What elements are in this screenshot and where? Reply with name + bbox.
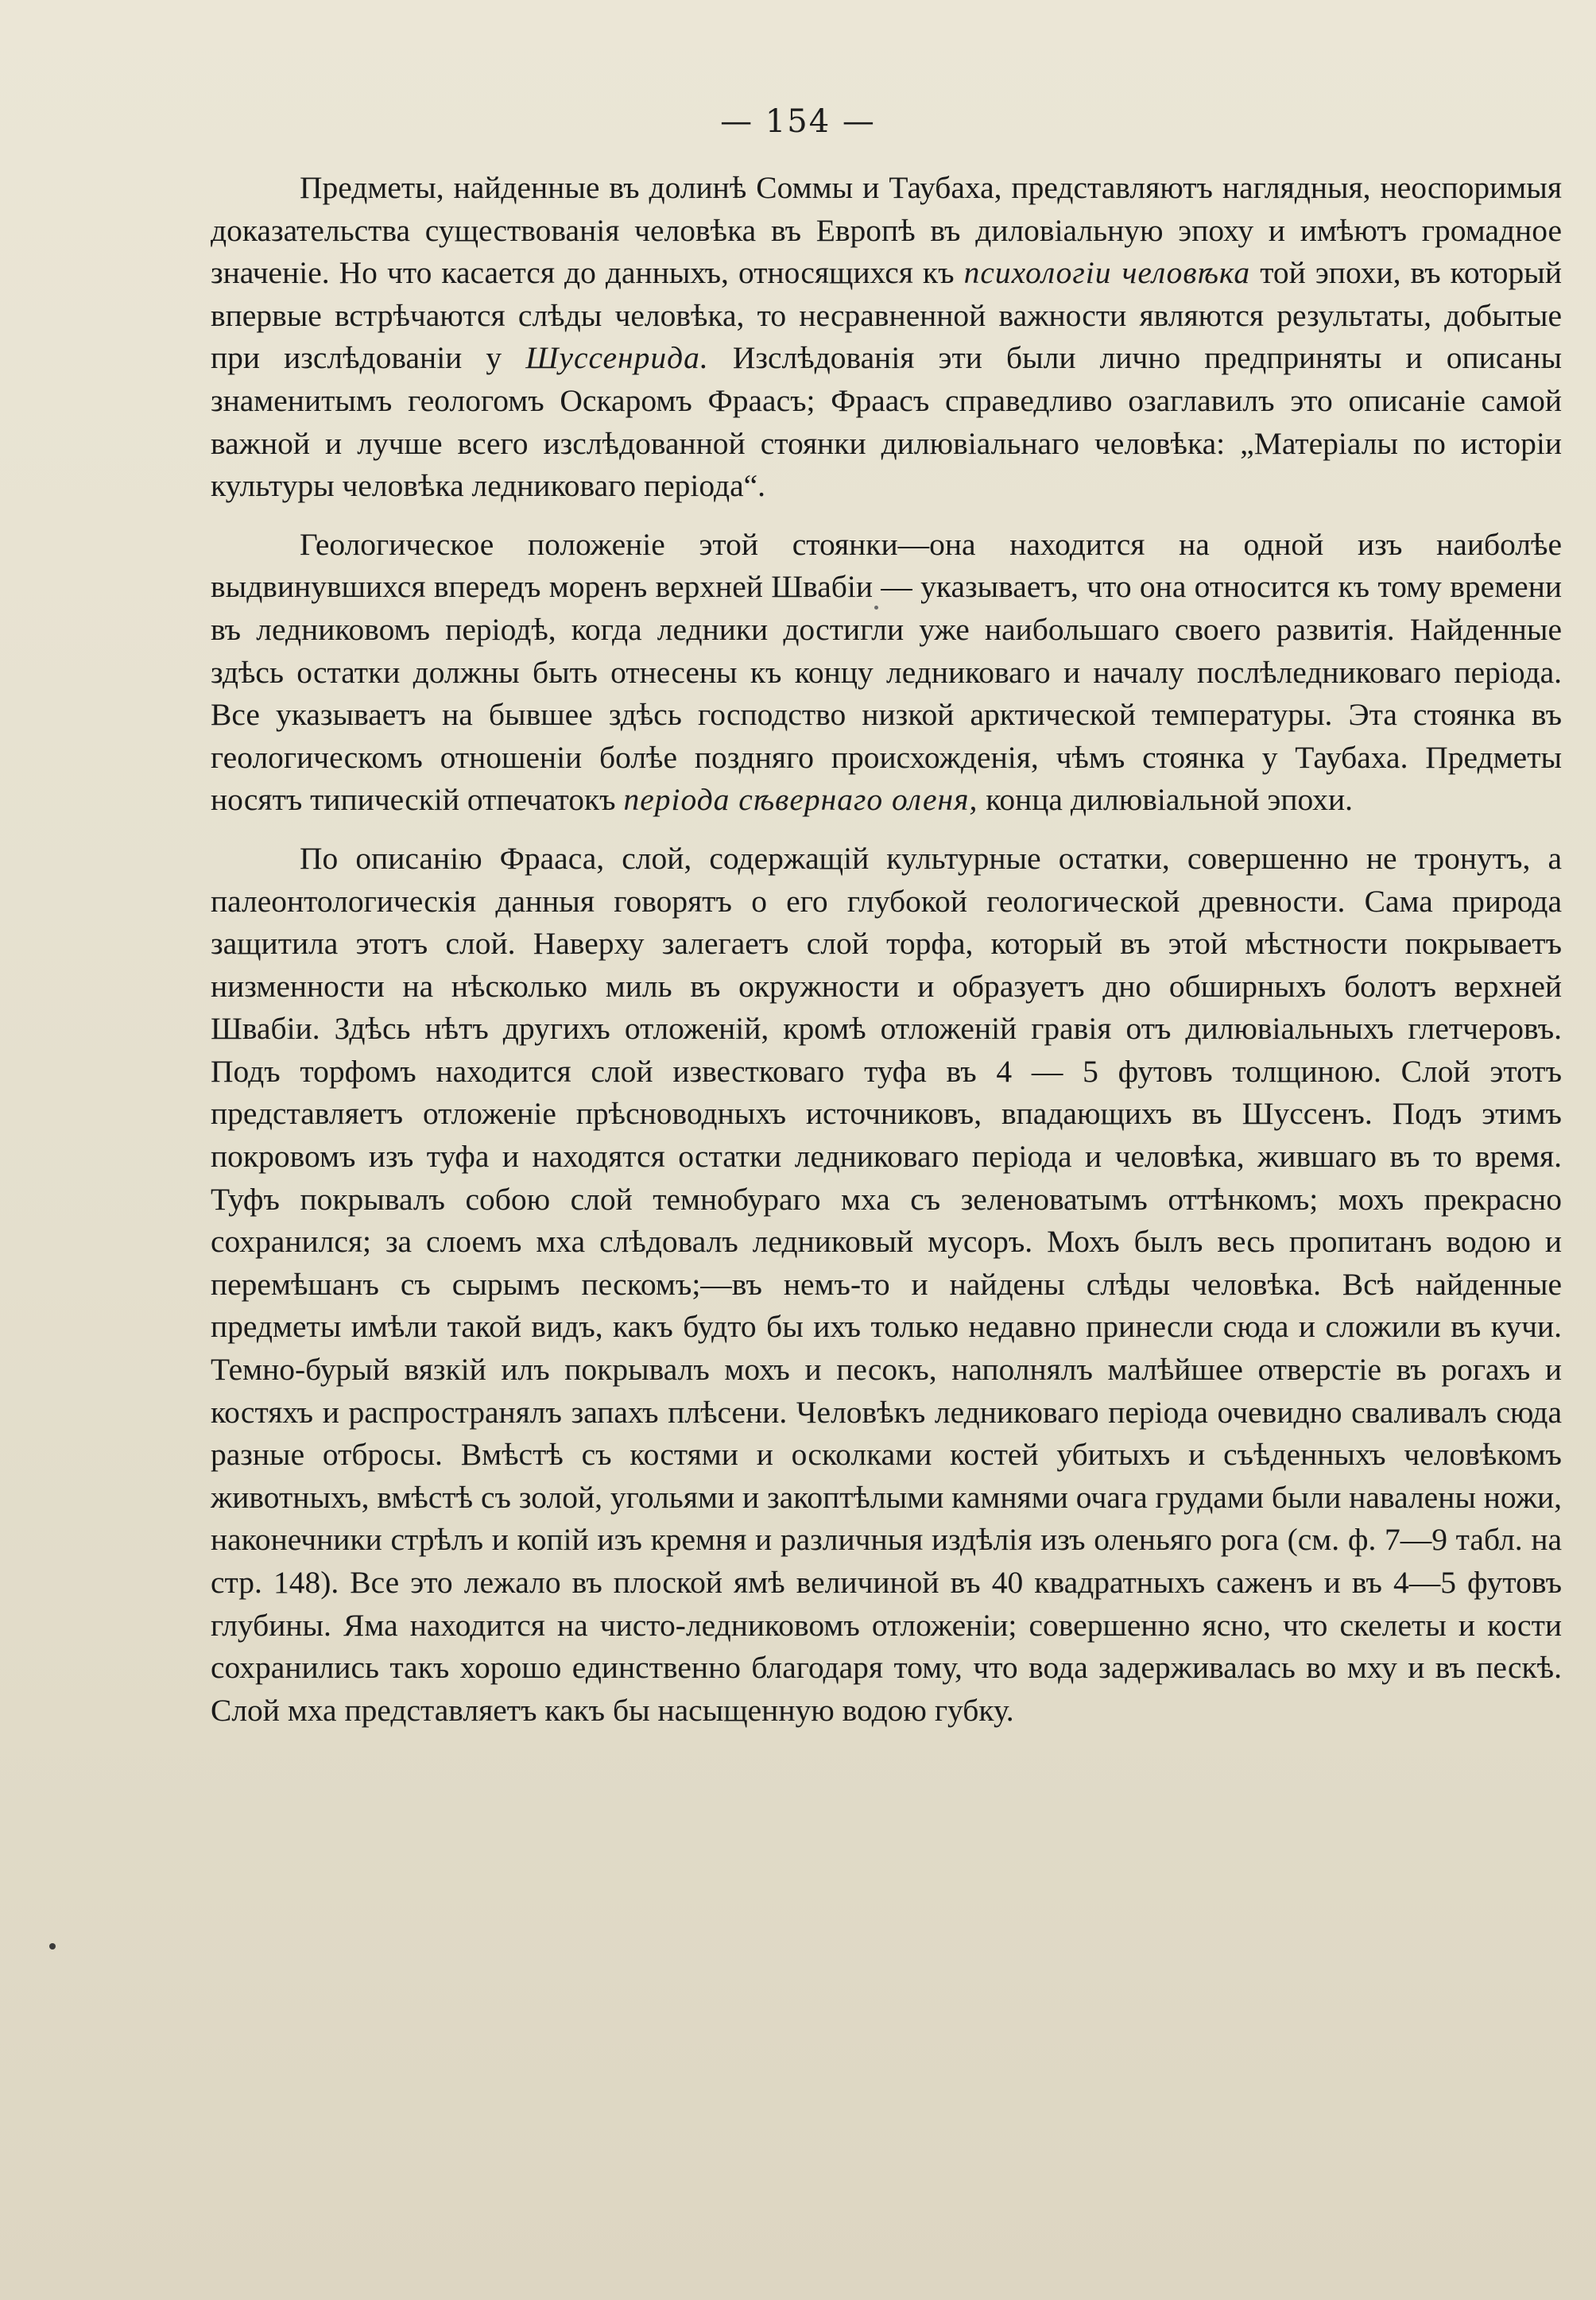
paragraph: [211, 838, 1562, 1732]
print-speck: [874, 606, 878, 610]
text-run: Предметы, найденные въ долинѣ Соммы и Таубаха, представляютъ наглядныя, неоспоримыя доказательства существованія человѣка въ Европѣ въ диловіальную эпоху и имѣютъ громадное значеніе. Но что касается до данныхъ, относящихся къ: [211, 170, 1562, 291]
body-text: [211, 167, 1562, 1732]
paragraph: [211, 524, 1562, 822]
text-run: По описанію Фрааса, слой, содержащій культурные остатки, совершенно не тронутъ, а палеонтологическія данныя говорятъ о его глубокой геологической древности. Сама природа защитила этотъ слой. Наверху залегаетъ слой торфа, который въ этой мѣстности покрываетъ низменности на нѣсколько миль въ окружности и образуетъ дно обширныхъ болотъ верхней Швабіи. Здѣсь нѣтъ другихъ отложеній, кромѣ отложеній гравія отъ дилювіальныхъ глетчеровъ. Подъ торфомъ находится слой известковаго туфа въ 4 — 5 футовъ толщиною. Слой этотъ представляетъ отложеніе прѣсноводныхъ источниковъ, впадающихъ въ Шуссенъ. Подъ этимъ покровомъ изъ туфа и находятся остатки ледниковаго періода и человѣка, жившаго въ то время. Туфъ покрывалъ собою слой темнобураго мха съ зеленоватымъ оттѣнкомъ; мохъ прекрасно сохранился; за слоемъ мха слѣдовалъ ледниковый мусоръ. Мохъ былъ весь пропитанъ водою и перемѣшанъ съ сырымъ пескомъ;—въ немъ-то и найдены слѣды человѣка. Всѣ найденные предметы имѣли такой видъ, какъ будто бы ихъ только недавно принесли сюда и сложили въ кучи. Темно-бурый вязкій илъ покрывалъ мохъ и песокъ, наполнялъ малѣйшее отверстіе въ рогахъ и костяхъ и распространялъ запахъ плѣсени. Человѣкъ ледниковаго періода очевидно сваливалъ сюда разные отбросы. Вмѣстѣ съ костями и осколками костей убитыхъ и съѣденныхъ человѣкомъ животныхъ, вмѣстѣ съ золой, угольями и закоптѣлыми камнями очага грудами были навалены ножи, наконечники стрѣлъ и копій изъ кремня и различныя издѣлія изъ оленьяго рога (см. ф. 7—9 табл. на стр. 148). Все это лежало въ плоской ямѣ величиной въ 40 квадратныхъ саженъ и въ 4—5 футовъ глубины. Яма находится на чисто-ледниковомъ отложеніи; совершенно ясно, что скелеты и кости сохранились такъ хорошо единственно благодаря тому, что вода задерживалась во мху и въ пескѣ. Слой мха представляетъ какъ бы насыщенную водою губку.: [211, 840, 1562, 1728]
text-run: конца дилювіальной эпохи.: [978, 782, 1354, 818]
text-run: Изслѣдованія эти были лично предприняты и описаны знаменитымъ геологомъ Оскаромъ Фраасъ; Фраасъ справедливо озаглавилъ это описаніе самой важной и лучше всего изслѣдованной стоянки дилювіальнаго человѣка: „Матеріалы по исторіи культуры человѣка ледниковаго періода“.: [211, 340, 1562, 504]
italic-phrase: Шуссенрида.: [525, 340, 709, 376]
paragraph: [211, 167, 1562, 508]
print-speck: [49, 1943, 56, 1950]
italic-phrase: періода сѣвернаго оленя,: [623, 782, 978, 818]
italic-phrase: психологіи человѣка: [963, 255, 1251, 291]
page-number: — 154 —: [720, 103, 876, 140]
text-run: той эпохи, въ который впервые встрѣчаются слѣды человѣка, то несравненной важности являются результаты, добытые при изслѣдованіи у: [211, 255, 1562, 376]
text-run: Геологическое положеніе этой стоянки—она находится на одной изъ наиболѣе выдвинувшихся впередъ моренъ верхней Швабіи — указываетъ, что она относится къ тому времени въ ледниковомъ періодѣ, когда ледники достигли уже наибольшаго своего развитія. Найденные здѣсь остатки должны быть отнесены къ концу ледниковаго и началу послѣледниковаго періода. Все указываетъ на бывшее здѣсь господство низкой арктической температуры. Эта стоянка въ геологическомъ отношеніи болѣе поздняго происхожденія, чѣмъ стоянка у Таубаха. Предметы носятъ типическій отпечатокъ: [211, 526, 1562, 818]
